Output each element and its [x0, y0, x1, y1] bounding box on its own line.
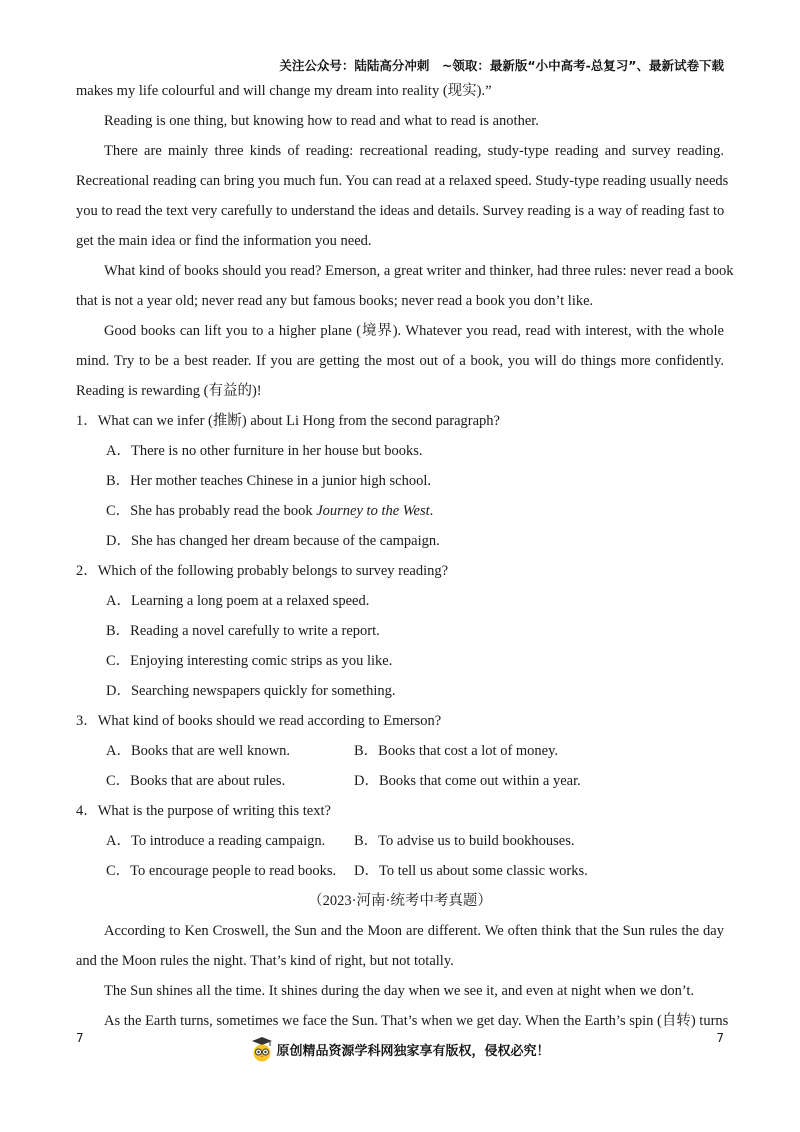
question-2: 2．Which of the following probably belongs to survey reading? [76, 563, 449, 579]
option-2c: C．Enjoying interesting comic strips as you like. [106, 653, 393, 669]
option-4d: D．To tell us about some classic works. [354, 863, 588, 879]
option-2d: D．Searching newspapers quickly for something. [106, 683, 396, 699]
footer-text: 原创精品资源学科网独家享有版权，侵权必究！ [276, 1043, 550, 1059]
option-3b: B．Books that cost a lot of money. [354, 743, 559, 759]
option-1c-period: . [429, 503, 434, 519]
option-2a: A．Learning a long poem at a relaxed speed. [106, 593, 370, 609]
passage-line: Recreational reading can bring you much fun. You can read at a relaxed speed. Study-type reading usually needs [76, 173, 729, 189]
question-4: 4．What is the purpose of writing this text? [76, 803, 331, 819]
passage-line: According to Ken Croswell, the Sun and the Moon are different. We often think that the Sun rules the day [104, 923, 724, 939]
option-3c: C．Books that are about rules. [106, 773, 286, 789]
option-4a: A．To introduce a reading campaign. [106, 833, 326, 849]
page-number-left: 7 [76, 1031, 84, 1045]
option-1a: A．There is no other furniture in her house but books. [106, 443, 423, 459]
page-footer [0, 1036, 800, 1066]
option-1c-text: C．She has probably read the book [106, 503, 317, 519]
option-3a: A．Books that are well known. [106, 743, 291, 759]
option-2b: B．Reading a novel carefully to write a report. [106, 623, 380, 639]
passage-line: and the Moon rules the night. That’s kind of right, but not totally. [76, 953, 454, 969]
document-body [76, 76, 734, 1036]
option-row [76, 826, 724, 856]
passage-line: get the main idea or find the information you need. [76, 233, 372, 249]
passage-line: you to read the text very carefully to understand the ideas and details. Survey reading is a way of reading fast to [76, 203, 725, 219]
option-1c [76, 496, 724, 526]
option-1b: B．Her mother teaches Chinese in a junior high school. [106, 473, 431, 489]
passage-line: There are mainly three kinds of reading: recreational reading, study-type reading and survey reading. [104, 143, 724, 159]
page-header: 关注公众号：陆陆高分冲刺 ~领取：最新版“小中高考-总复习”、最新试卷下载 [279, 58, 724, 73]
question-3: 3．What kind of books should we read according to Emerson? [76, 713, 442, 729]
passage-line: Reading is rewarding (有益的)! [76, 383, 262, 399]
option-row [76, 766, 724, 796]
option-row [76, 856, 724, 886]
passage-line: Good books can lift you to a higher plane (境界). Whatever you read, read with interest, with the whole [104, 323, 724, 339]
option-3d: D．Books that come out within a year. [354, 773, 581, 789]
question-1: 1．What can we infer (推断) about Li Hong from the second paragraph? [76, 413, 500, 429]
option-4c: C．To encourage people to read books. [106, 863, 337, 879]
passage-line: makes my life colourful and will change my dream into reality (现实).” [76, 83, 492, 99]
source-label: （2023·河南·统考中考真题） [308, 893, 492, 909]
book-title: Journey to the West [316, 503, 430, 519]
passage-line: As the Earth turns, sometimes we face the Sun. That’s when we get day. When the Earth’s spin (自转) turns [104, 1013, 729, 1029]
passage-line: Reading is one thing, but knowing how to read and what to read is another. [104, 113, 539, 129]
owl-logo-icon [250, 1036, 274, 1062]
passage-line: that is not a year old; never read any but famous books; never read a book you don’t like. [76, 293, 594, 309]
page-number-right: 7 [716, 1031, 724, 1045]
option-1d: D．She has changed her dream because of the campaign. [106, 533, 440, 549]
passage-line: What kind of books should you read? Emerson, a great writer and thinker, had three rules: never read a book [104, 263, 734, 279]
passage-line: mind. Try to be a best reader. If you are getting the most out of a book, you will do things more confidently. [76, 353, 724, 369]
option-row [76, 736, 724, 766]
passage-line: The Sun shines all the time. It shines during the day when we see it, and even at night when we don’t. [104, 983, 695, 999]
option-4b: B．To advise us to build bookhouses. [354, 833, 575, 849]
